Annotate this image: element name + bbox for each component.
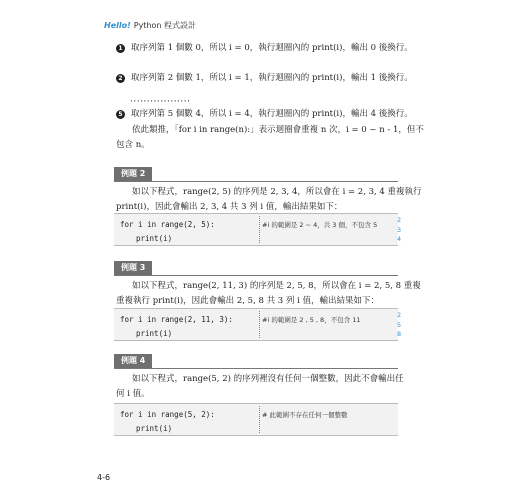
code-line-print: print(i)	[136, 424, 173, 433]
ellipsis-dots: ··················	[130, 97, 191, 107]
example-text-line-2: 重複執行 print(i)，因此會輸出 2, 5, 8 共 3 列 i 值，輸出結果如下：	[116, 296, 380, 306]
header-hello: Hello!	[104, 21, 131, 30]
number-badge-icon: 1	[116, 44, 125, 53]
code-block	[114, 308, 401, 341]
list-item	[116, 109, 413, 120]
divider	[259, 216, 260, 243]
code-line-print: print(i)	[136, 329, 173, 338]
code-line-for: for i in range(2, 11, 3):	[120, 315, 233, 324]
code-line-print: print(i)	[136, 234, 173, 243]
output-value: 2	[397, 311, 401, 319]
number-badge-icon: 2	[116, 74, 125, 83]
list-item	[116, 73, 413, 84]
page-number: 4-6	[97, 473, 111, 482]
list-item-text: 取序列第 5 個數 4，所以 i = 4，執行迴圈內的 print(i)，輸出 4 後換行。	[131, 109, 413, 119]
list-item	[116, 43, 413, 54]
output-column	[397, 216, 401, 245]
output-column	[397, 311, 401, 340]
list-item-text: 取序列第 2 個數 1，所以 i = 1，執行迴圈內的 print(i)，輸出 1 後換行。	[131, 73, 413, 83]
example-text-line-2: print(i)，因此會輸出 2, 3, 4 共 3 列 i 值，輸出結果如下：	[116, 202, 343, 212]
code-block	[114, 213, 401, 246]
output-value: 5	[397, 320, 401, 329]
list-item-text: 取序列第 1 個數 0，所以 i = 0，執行迴圈內的 print(i)，輸出 0 後換行。	[131, 43, 413, 53]
example-tag: 例題 4	[114, 354, 152, 368]
divider	[259, 311, 260, 338]
number-badge-icon: 5	[116, 110, 125, 119]
header-title: Python 程式設計	[133, 21, 197, 30]
example-tag: 例題 2	[114, 167, 152, 181]
summary-line-2: 包含 n。	[116, 140, 150, 150]
code-line-for: for i in range(5, 2):	[120, 410, 215, 419]
example-text-line-1: 如以下程式，range(5, 2) 的序列裡沒有任何一個整數，因此不會輸出任	[132, 374, 404, 384]
output-value: 2	[397, 216, 401, 224]
output-value: 8	[397, 330, 401, 338]
example-text-line-1: 如以下程式，range(2, 5) 的序列是 2, 3, 4，所以會在 i = 2, 3, 4 重複執行	[132, 187, 422, 197]
example-header	[114, 261, 398, 276]
example-text-line-2: 何 i 值。	[116, 389, 150, 399]
example-tag: 例題 3	[114, 261, 152, 275]
output-value: 3	[397, 225, 401, 234]
summary-line-1: 依此類推，「for i in range(n):」表示迴圈會重複 n 次，i = 0 ~ n - 1，但不	[132, 125, 424, 135]
example-header	[114, 354, 398, 369]
page-header	[104, 20, 196, 31]
code-block	[114, 403, 398, 436]
code-line-for: for i in range(2, 5):	[120, 220, 215, 229]
example-header	[114, 167, 398, 182]
example-text-line-1: 如以下程式，range(2, 11, 3) 的序列是 2, 5, 8，所以會在 i = 2, 5, 8 重複	[132, 281, 421, 291]
code-comment: # 此範圍不存在任何一個整數	[262, 411, 348, 419]
divider	[259, 406, 260, 433]
code-comment: #i 的範圍是 2 , 5 , 8，不包含 11	[262, 316, 361, 324]
code-comment: #i 的範圍是 2 ~ 4，共 3 個，不包含 5	[262, 221, 378, 229]
output-value: 4	[397, 235, 401, 243]
